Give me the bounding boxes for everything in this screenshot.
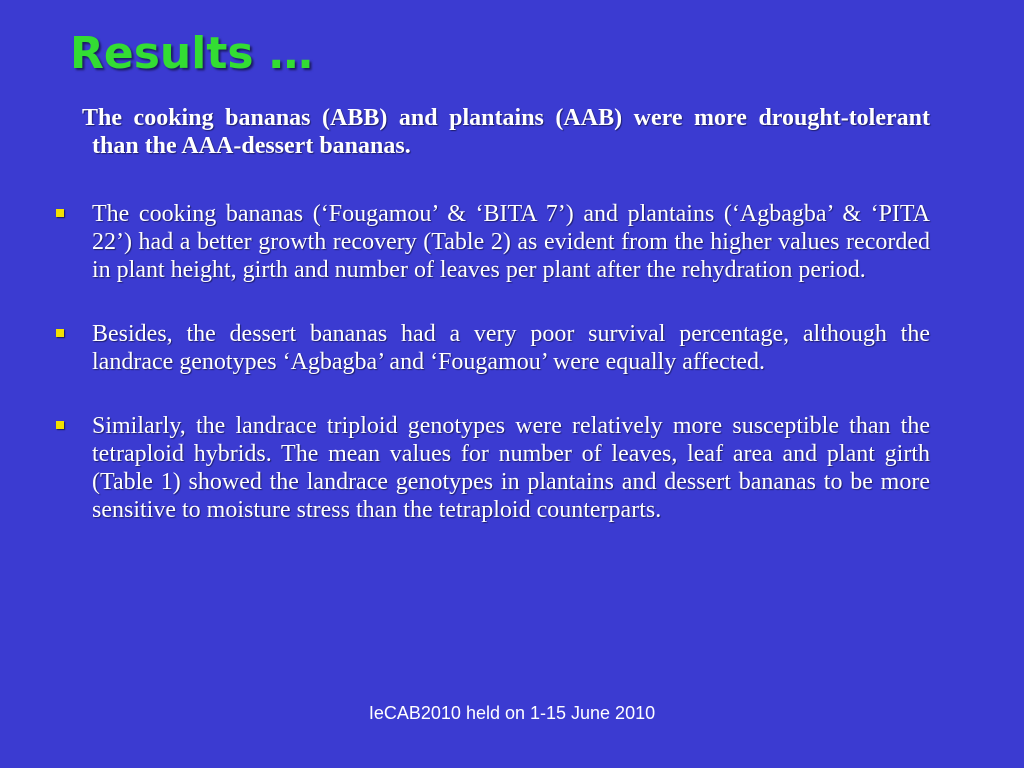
bullet-text: Similarly, the landrace triploid genotypes were relatively more susceptible than the tetraploid hybrids. The mean values for number of leaves, leaf area and plant girth (Table 1) showed the landrace genotypes in plantains and dessert bananas to be more sensitive to moisture stress than the tetraploid counterparts. bbox=[92, 413, 930, 523]
bullet-item bbox=[52, 200, 930, 284]
intro-paragraph: The cooking bananas (ABB) and plantains (AAB) were more drought-tolerant than the AAA-dessert bananas. bbox=[82, 105, 930, 159]
bullet-text: The cooking bananas (‘Fougamou’ & ‘BITA 7’) and plantains (‘Agbagba’ & ‘PITA 22’) had a better growth recovery (Table 2) as evident from the higher values recorded in plant height, girth and number of leaves per plant after the rehydration period. bbox=[92, 201, 930, 283]
square-bullet-icon bbox=[56, 421, 64, 429]
bullet-item bbox=[52, 412, 930, 524]
slide-footer: IeCAB2010 held on 1-15 June 2010 bbox=[368, 703, 656, 723]
square-bullet-icon bbox=[56, 209, 64, 217]
bullet-item bbox=[52, 320, 930, 376]
bullet-list bbox=[52, 200, 930, 560]
slide-title: Results … bbox=[70, 28, 313, 79]
square-bullet-icon bbox=[56, 329, 64, 337]
bullet-text: Besides, the dessert bananas had a very poor survival percentage, although the landrace genotypes ‘Agbagba’ and ‘Fougamou’ were equally affected. bbox=[92, 321, 930, 375]
